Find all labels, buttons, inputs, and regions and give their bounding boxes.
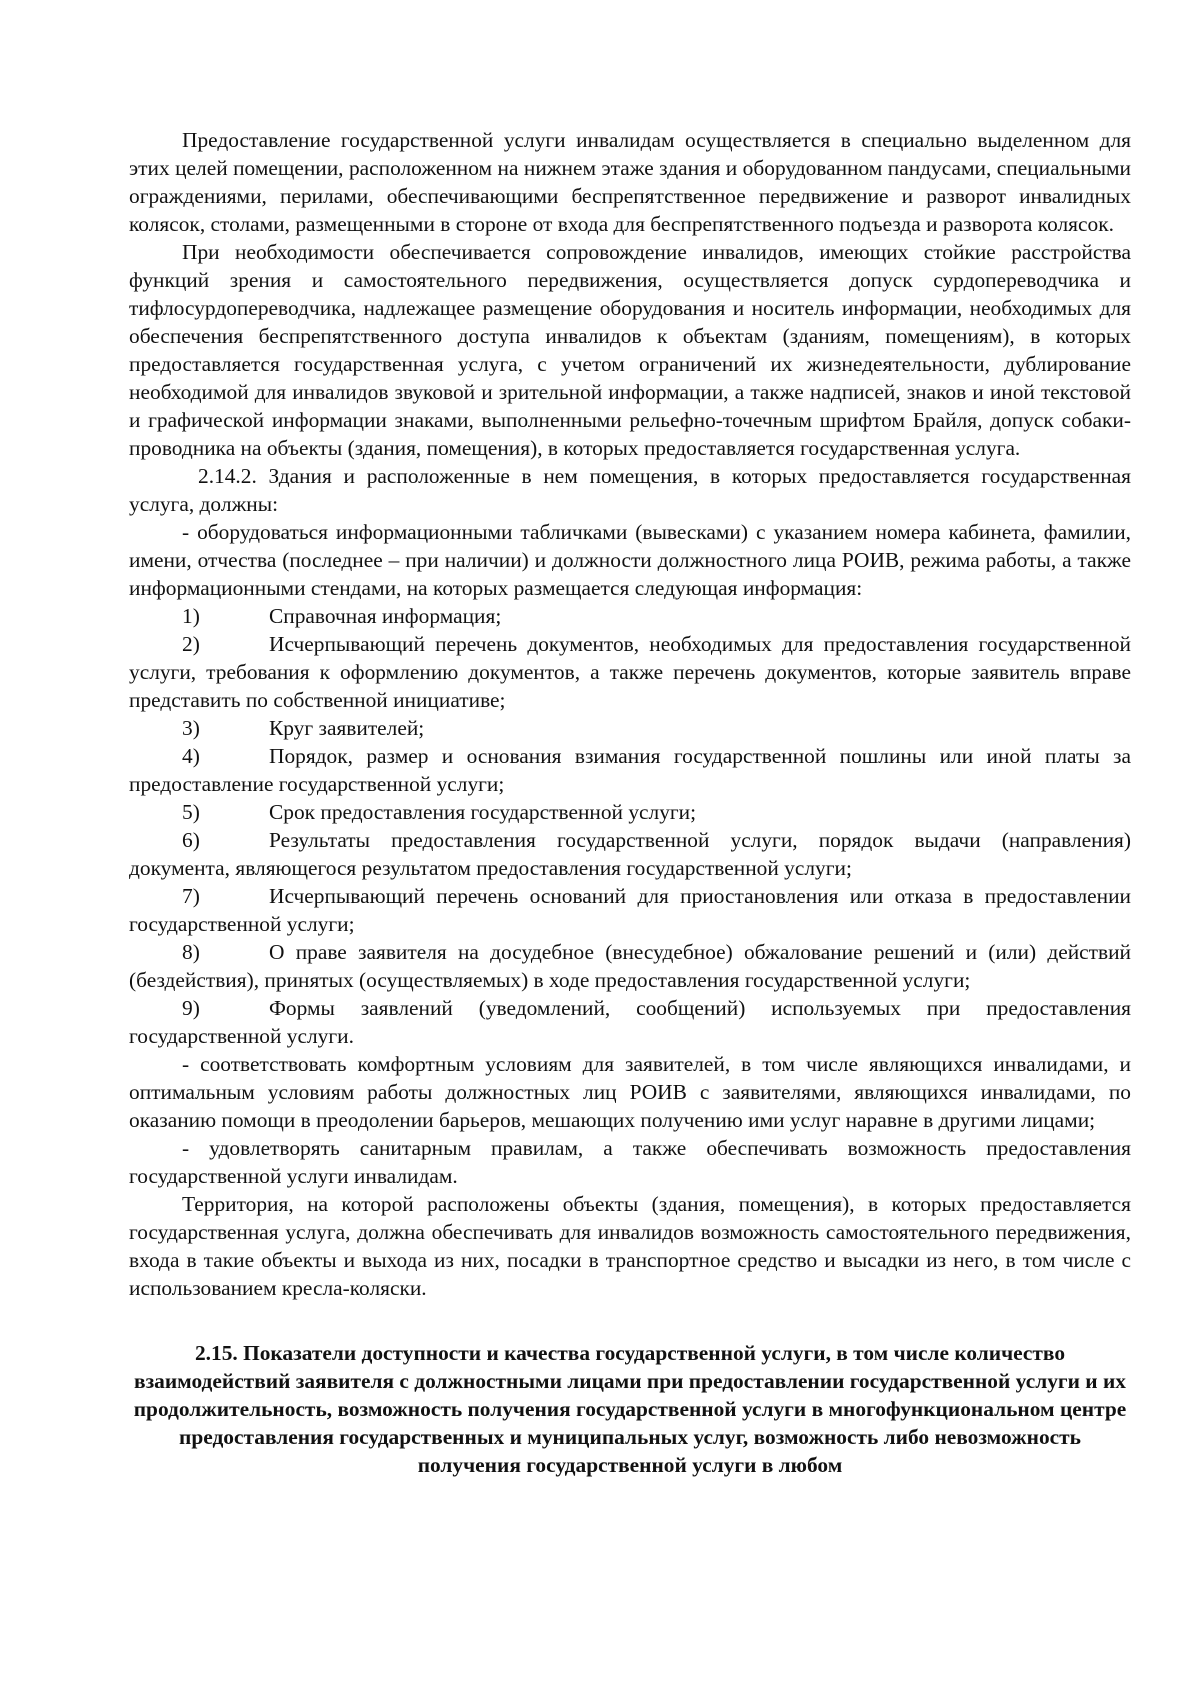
list-item-text: Исчерпывающий перечень документов, необходимых для предоставления государственной услуги, требования к оформлению документов, а также перечень документов, которые заявитель вправе представить по собственной инициативе; — [129, 632, 1131, 712]
list-item-number: 4) — [182, 744, 200, 768]
section-2-14-2: 2.14.2. Здания и расположенные в нем помещения, в которых предоставляется государственная услуга, должны: — [129, 464, 1131, 516]
list-item-text: Исчерпывающий перечень оснований для приостановления или отказа в предоставлении государственной услуги; — [129, 884, 1131, 936]
list-item — [129, 938, 1131, 994]
list-item-number: 7) — [182, 884, 200, 908]
list-item-text: Формы заявлений (уведомлений, сообщений) используемых при предоставления государственной услуги. — [129, 996, 1131, 1048]
list-item — [129, 602, 1131, 630]
list-item-number: 3) — [182, 716, 200, 740]
bullet-comfort-conditions: - соответствовать комфортным условиям для заявителей, в том числе являющихся инвалидами, и оптимальным условиям работы должностных лиц РОИВ с заявителями, являющихся инвалидами, по оказанию помощи в преодолении барьеров, мешающих получению ими услуг наравне в другими лицами; — [129, 1052, 1131, 1132]
list-item — [129, 630, 1131, 714]
paragraph-assistance: При необходимости обеспечивается сопровождение инвалидов, имеющих стойкие расстройства функций зрения и самостоятельного передвижения, осуществляется допуск сурдопереводчика и тифлосурдопереводчика, надлежащее размещение оборудования и носитель информации, необходимых для обеспечения беспрепятственного доступа инвалидов к объектам (зданиям, помещениям), в которых предоставляется государственная услуга, с учетом ограничений их жизнедеятельности, дублирование необходимой для инвалидов звуковой и зрительной информации, а также надписей, знаков и иной текстовой и графической информации знаками, выполненными рельефно-точечным шрифтом Брайля, допуск собаки-проводника на объекты (здания, помещения), в которых предоставляется государственная услуга. — [129, 240, 1131, 460]
bullet-info-signs: - оборудоваться информационными табличками (вывесками) с указанием номера кабинета, фамилии, имени, отчества (последнее – при наличии) и должности должностного лица РОИВ, режима работы, а также информационными стендами, на которых размещается следующая информация: — [129, 520, 1131, 600]
document-page — [129, 126, 1131, 1479]
list-item-text: Результаты предоставления государственной услуги, порядок выдачи (направления) документа, являющегося результатом предоставления государственной услуги; — [129, 828, 1131, 880]
list-item-text: О праве заявителя на досудебное (внесудебное) обжалование решений и (или) действий (бездействия), принятых (осуществляемых) в ходе предоставления государственной услуги; — [129, 940, 1131, 992]
list-item-number: 5) — [182, 800, 200, 824]
bullet-sanitary-rules: - удовлетворять санитарным правилам, а также обеспечивать возможность предоставления государственной услуги инвалидам. — [129, 1136, 1131, 1188]
list-item — [129, 826, 1131, 882]
list-item — [129, 714, 1131, 742]
paragraph-accessible-premises: Предоставление государственной услуги инвалидам осуществляется в специально выделенном для этих целей помещении, расположенном на нижнем этаже здания и оборудованном пандусами, специальными ограждениями, перилами, обеспечивающими беспрепятственное передвижение и разворот инвалидных колясок, столами, размещенными в стороне от входа для беспрепятственного подъезда и разворота колясок. — [129, 128, 1131, 236]
list-item-number: 2) — [182, 632, 200, 656]
list-item-number: 6) — [182, 828, 200, 852]
list-item-text: Срок предоставления государственной услуги; — [269, 800, 697, 824]
list-item — [129, 882, 1131, 938]
list-item-text: Справочная информация; — [269, 604, 502, 628]
list-item-number: 1) — [182, 604, 200, 628]
list-item — [129, 994, 1131, 1050]
list-item-number: 9) — [182, 996, 200, 1020]
list-item — [129, 742, 1131, 798]
list-item — [129, 798, 1131, 826]
paragraph-territory: Территория, на которой расположены объекты (здания, помещения), в которых предоставляется государственная услуга, должна обеспечивать для инвалидов возможность самостоятельного передвижения, входа в такие объекты и выхода из них, посадки в транспортное средство и высадки из него, в том числе с использованием кресла-коляски. — [129, 1192, 1131, 1300]
list-item-text: Порядок, размер и основания взимания государственной пошлины или иной платы за предоставление государственной услуги; — [129, 744, 1131, 796]
section-heading-2-15: 2.15. Показатели доступности и качества государственной услуги, в том числе количество взаимодействий заявителя с должностными лицами при предоставлении государственной услуги и их продолжительность, возможность получения государственной услуги в многофункциональном центре предоставления государственных и муниципальных услуг, возможность либо невозможность получения государственной услуги в любом — [133, 1341, 1127, 1477]
list-item-number: 8) — [182, 940, 200, 964]
list-item-text: Круг заявителей; — [269, 716, 425, 740]
